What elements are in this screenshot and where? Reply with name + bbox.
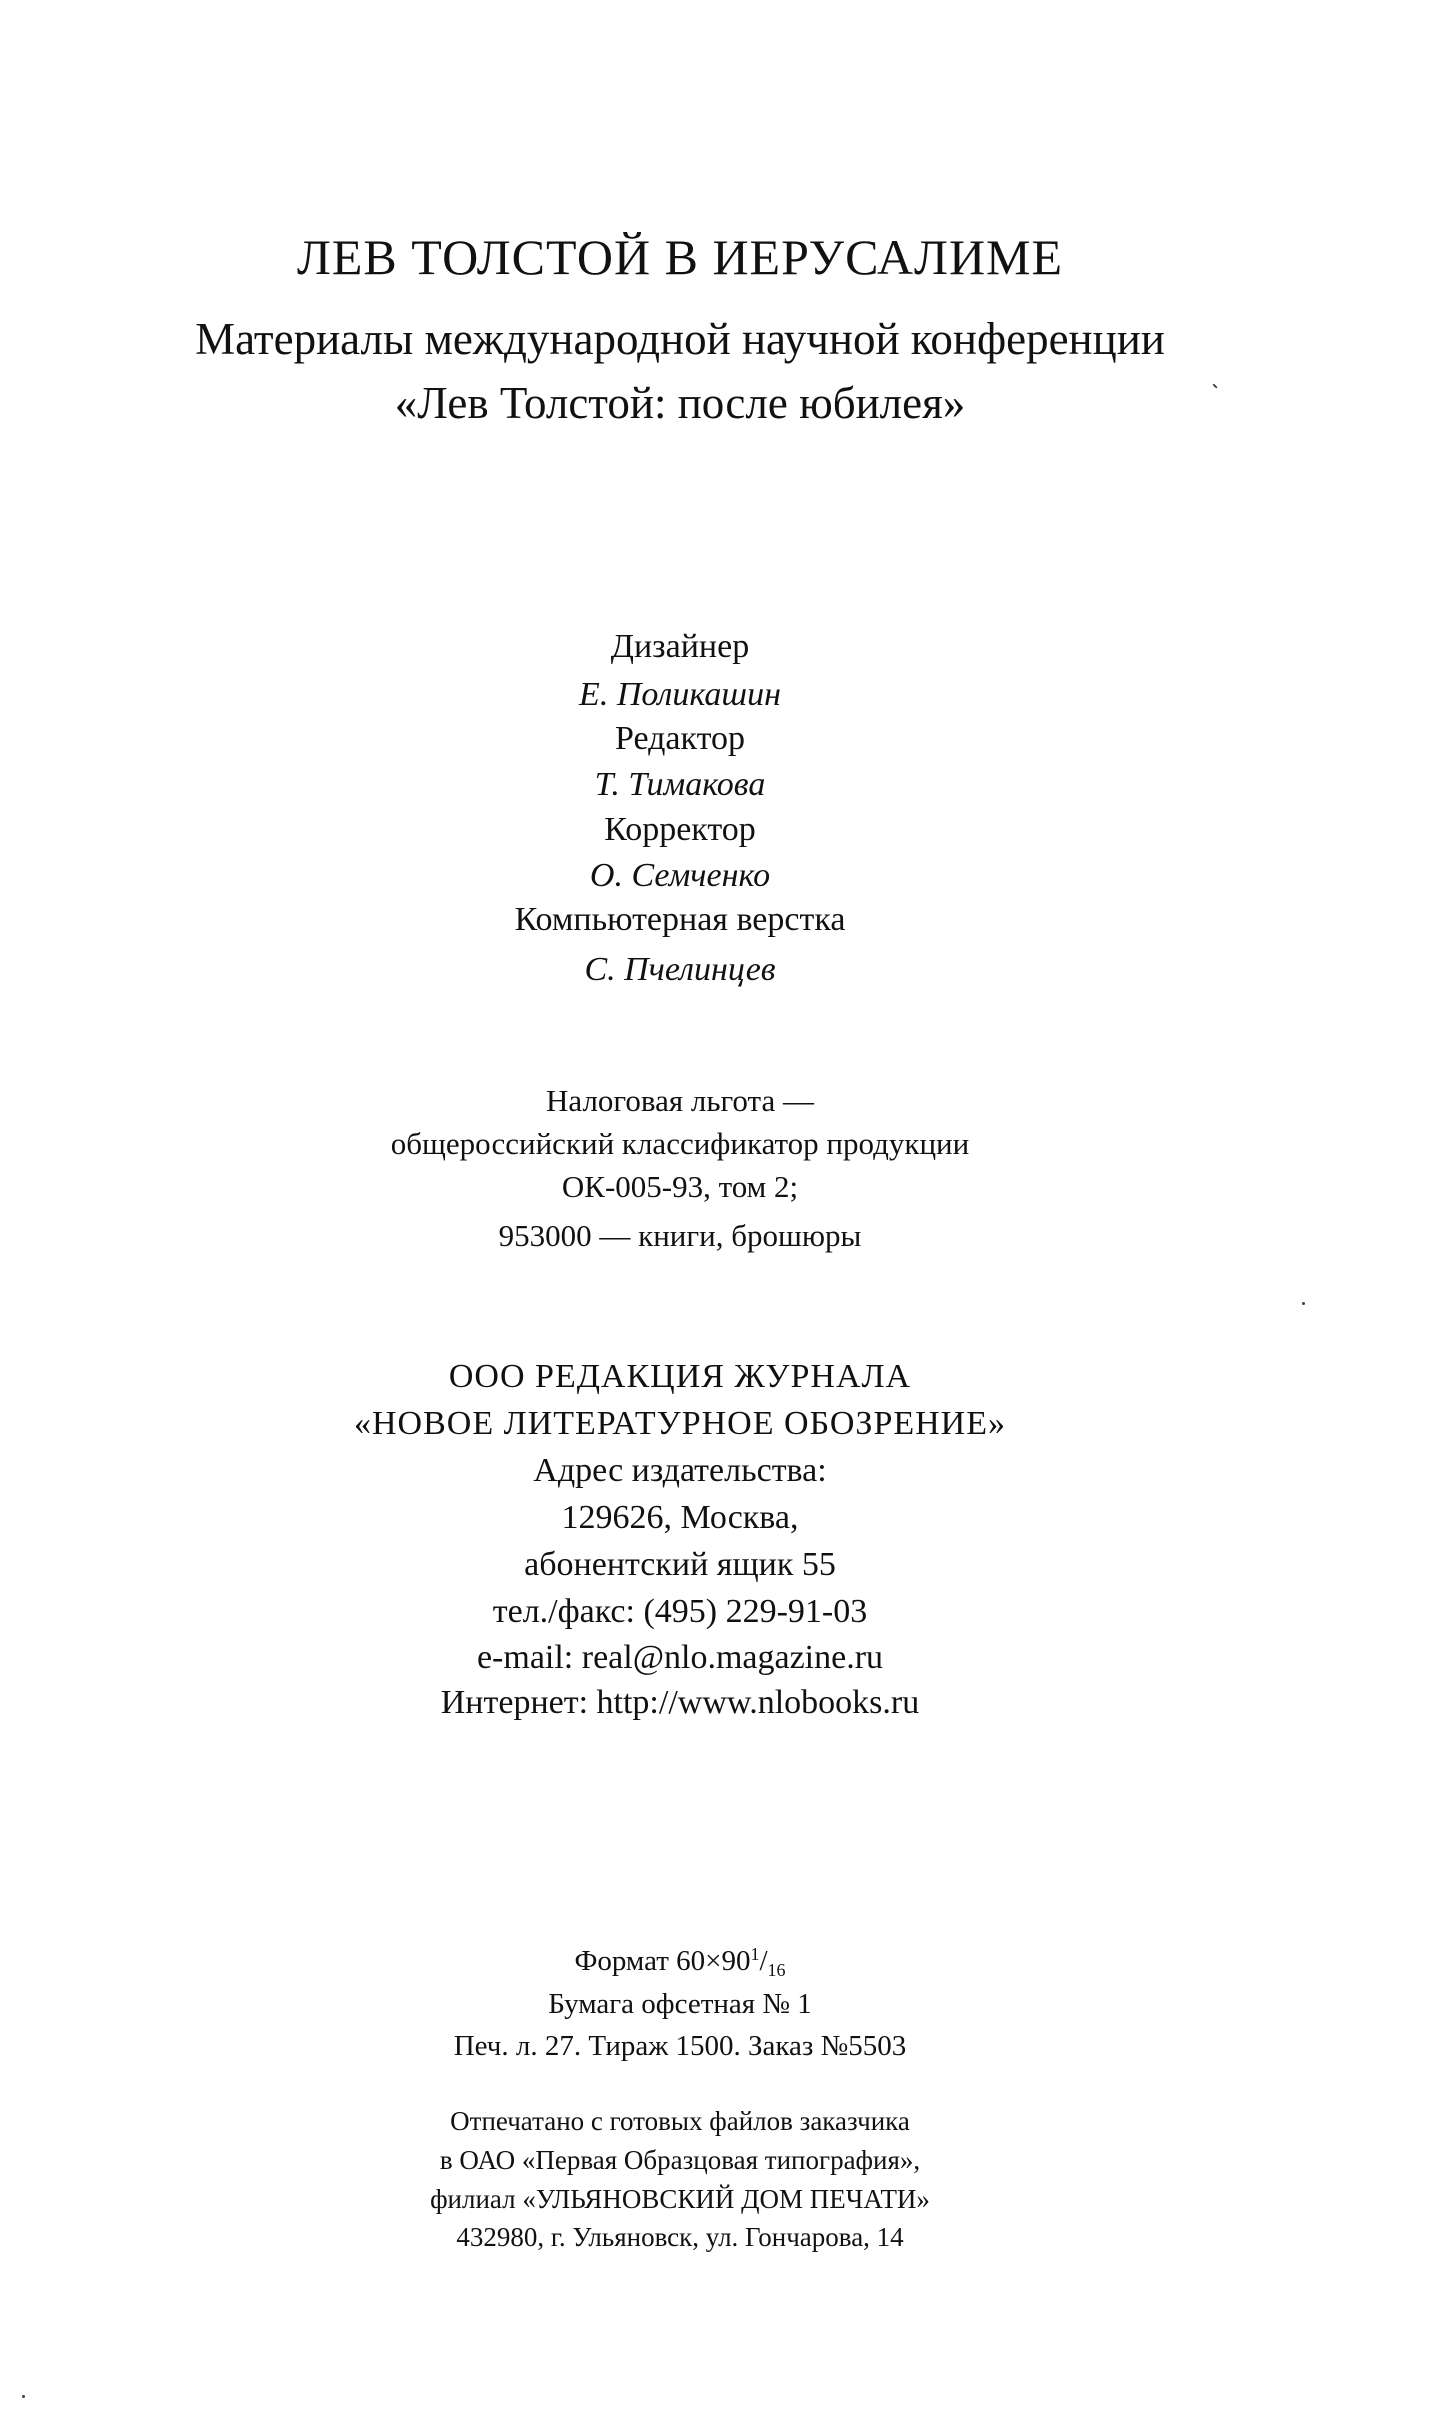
publisher-address-line-1: 129626, Москва, bbox=[561, 1499, 799, 1536]
printer-line-2: в ОАО «Первая Образцовая типография», bbox=[439, 2145, 921, 2175]
printer-line-1: Отпечатано с готовых файлов заказчика bbox=[450, 2106, 910, 2136]
tax-line-2: общероссийский классификатор продукции bbox=[390, 1126, 970, 1161]
subtitle-line-1: Материалы международной научной конференции bbox=[195, 314, 1165, 364]
proofreader-role: Корректор bbox=[604, 811, 756, 848]
editor-role: Редактор bbox=[615, 720, 745, 757]
format-prefix: Формат 60×90 bbox=[574, 1945, 751, 1977]
publisher-email: e-mail: real@nlo.magazine.ru bbox=[476, 1639, 884, 1676]
layout-name: С. Пчелинцев bbox=[584, 951, 776, 988]
paper-line: Бумага офсетная № 1 bbox=[548, 1988, 812, 2020]
designer-role: Дизайнер bbox=[610, 628, 750, 665]
book-title: ЛЕВ ТОЛСТОЙ В ИЕРУСАЛИМЕ bbox=[296, 229, 1064, 285]
layout-role: Компьютерная верстка bbox=[514, 901, 846, 938]
print-run-line: Печ. л. 27. Тираж 1500. Заказ №5503 bbox=[453, 2030, 907, 2062]
publisher-address-line-2: абонентский ящик 55 bbox=[524, 1546, 836, 1583]
proofreader-name: О. Семченко bbox=[589, 857, 771, 894]
publisher-website: Интернет: http://www.nlobooks.ru bbox=[440, 1684, 920, 1721]
subtitle-line-2: «Лев Толстой: после юбилея» bbox=[394, 378, 966, 428]
printer-line-3: филиал «УЛЬЯНОВСКИЙ ДОМ ПЕЧАТИ» bbox=[430, 2184, 930, 2214]
publisher-address-label: Адрес издательства: bbox=[533, 1452, 827, 1489]
tax-line-1: Налоговая льгота — bbox=[546, 1083, 814, 1118]
publisher-line-2: «НОВОЕ ЛИТЕРАТУРНОЕ ОБОЗРЕНИЕ» bbox=[354, 1405, 1006, 1442]
editor-name: Т. Тимакова bbox=[594, 766, 766, 803]
printer-line-4: 432980, г. Ульяновск, ул. Гончарова, 14 bbox=[456, 2222, 904, 2252]
format-sub: 16 bbox=[767, 1960, 786, 1980]
scan-speck bbox=[1302, 1302, 1305, 1305]
format-slash: / bbox=[759, 1945, 768, 1977]
format-sup: 1 bbox=[750, 1944, 760, 1964]
publisher-phone: тел./факс: (495) 229-91-03 bbox=[492, 1593, 868, 1630]
tax-line-4: 953000 — книги, брошюры bbox=[498, 1218, 862, 1253]
tax-line-3: ОК-005-93, том 2; bbox=[561, 1169, 799, 1204]
designer-name: Е. Поликашин bbox=[579, 676, 781, 713]
scan-speck bbox=[22, 2395, 25, 2398]
publisher-line-1: ООО РЕДАКЦИЯ ЖУРНАЛА bbox=[448, 1358, 912, 1395]
format-line bbox=[0, 1944, 1360, 1981]
